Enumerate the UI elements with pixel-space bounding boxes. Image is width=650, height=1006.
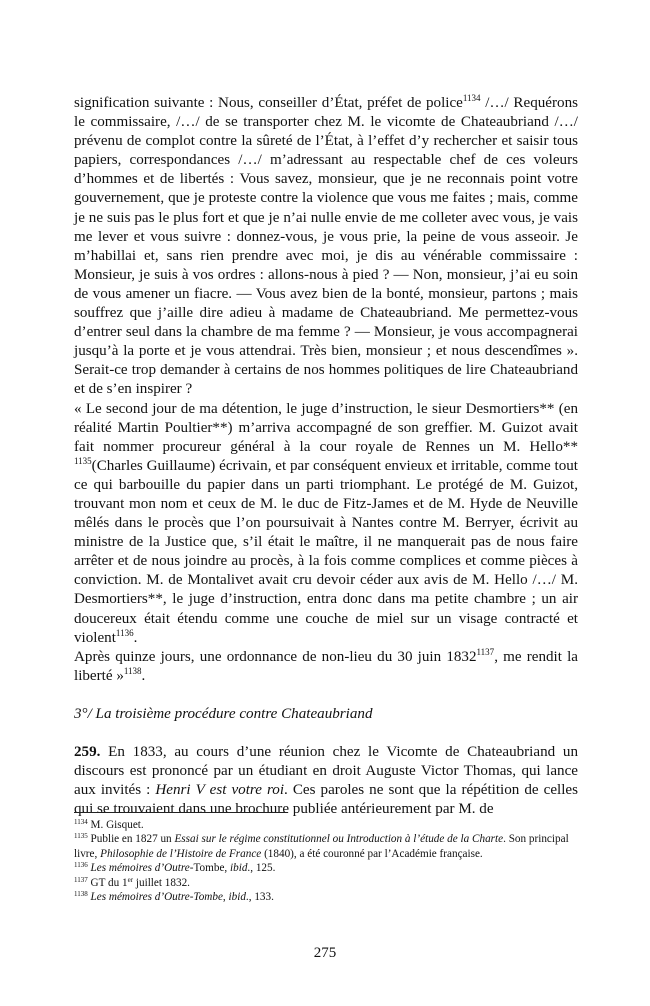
paragraph-1: signification suivante : Nous, conseiller d’État, préfet de police$^{1134}$ /…/ Requérons le commissaire, /…/ de se transporter chez M. le vicomte de Chateaubriand /…/ prévenu de complot contre la sûreté de l’État, à l’effet d’y rechercher et saisir tous papiers, correspondances /…/ m’adressant au respectable chef de ces voleurs d’hommes et de libertés : Vous savez, monsieur, que je ne reconnais point votre gouvernement, que je proteste contre la violence que vous me faites ; mais, comme je ne suis pas le plus fort et que je n’ai nulle envie de me colleter avec vous, je vais me lever et vous suivre : donnez-vous, je vous prie, la peine de vous asseoir. Je m’habillai et, sans rien prendre avec moi, je dis au vénérable commissaire : Monsieur, je suis à vos ordres : allons-nous à pied ? — Non, monsieur, j’ai eu soin de vous amener un fiacre. — Vous avez bien de la bonté, monsieur, partons ; mais souffrez que j’aille dire adieu à madame de Chateaubriand. Me permettez-vous d’entrer seul dans la chambre de ma femme ? — Monsieur, je vous accompagnerai jusqu’à la porte et je vous attendrai. Très bien, monsieur ; et nous descendîmes ». Serait-ce trop demander à certains de nos hommes politiques de lire Chateaubriand et de s’en inspirer ? xyxy=(74,93,578,398)
footnote-1134: $^{1134}$ M. Gisquet. xyxy=(74,818,144,831)
section-heading: 3°/ La troisième procédure contre Chateaubriand xyxy=(74,705,373,722)
footnote-1137: $^{1137}$ GT du 1er juillet 1832. xyxy=(74,875,190,889)
footnote-1136: $^{1136}$ Les mémoires d’Outre-Tombe, ibid., 125. xyxy=(74,861,276,875)
footnote-separator xyxy=(74,812,288,813)
paragraph-number: 259. xyxy=(74,744,101,760)
footnote-ref[interactable]: 1138 xyxy=(123,665,142,676)
footnote-ref[interactable]: 1136 xyxy=(115,627,134,638)
footnote-ref[interactable]: 1137 xyxy=(476,646,495,657)
footnote-ref[interactable]: 1134 xyxy=(462,93,481,103)
paragraph-2: « Le second jour de ma détention, le juge d’instruction, le sieur Desmortiers** (en réalité Martin Poultier**) m’arriva accompagné de son greffier. M. Guizot avait fait nommer procureur général à la cour royale de Rennes un M. Hello** $^{1135}$(Charles Guillaume) écrivain, et par conséquent envieux et irritable, comme tout ce qui barbouille du papier dans un parti triomphant. Le protégé de M. Guizot, trouvant mon nom et ceux de M. le duc de Fitz-James et de M. Hyde de Neuville mêlés dans le procès que l’on poursuivait à Nantes contre M. Berryer, écrivit au ministre de la Justice que, s’il était le maître, il ne manquerait pas de nous faire arrêter et de nous joindre au procès, à la fois comme complices et comme pièces à conviction. M. de Montalivet avait cru devoir céder aux avis de M. Hello /…/ M. Desmortiers**, le juge d’instruction, entra donc dans ma petite chambre ; un air doucereux était étendu comme une couche de miel sur un visage contracté et violent$^{1136}$. xyxy=(74,400,578,646)
footnote-ref[interactable]: 1135 xyxy=(74,455,92,466)
footnote-1135: $^{1135}$ Publie en 1827 un Essai sur le régime constitutionnel ou Introduction à l’étude de la Charte. Son principal livre, Philosophie de l’Histoire de France (1840), a été couronné par l’Académie française. xyxy=(74,832,569,860)
paragraph-3: Après quinze jours, une ordonnance de non-lieu du 30 juin $1832^{1137}$, me rendit la liberté »$^{1138}$. xyxy=(74,646,578,684)
paragraph-259: 259. En 1833, au cours d’une réunion chez le Vicomte de Chateaubriand un discours est prononcé par un étudiant en droit Auguste Victor Thomas, qui lance aux invités : Henri V est votre roi. Ces paroles ne sont que la répétition de celles qui se trouvaient dans une brochure publiée antérieurement par M. de xyxy=(74,744,579,818)
body-text xyxy=(74,94,578,819)
page-number: 275 xyxy=(313,945,337,961)
footnotes xyxy=(74,818,584,904)
footnote-1138: $^{1138}$ Les mémoires d’Outre-Tombe, ibid., 133. xyxy=(74,890,274,904)
